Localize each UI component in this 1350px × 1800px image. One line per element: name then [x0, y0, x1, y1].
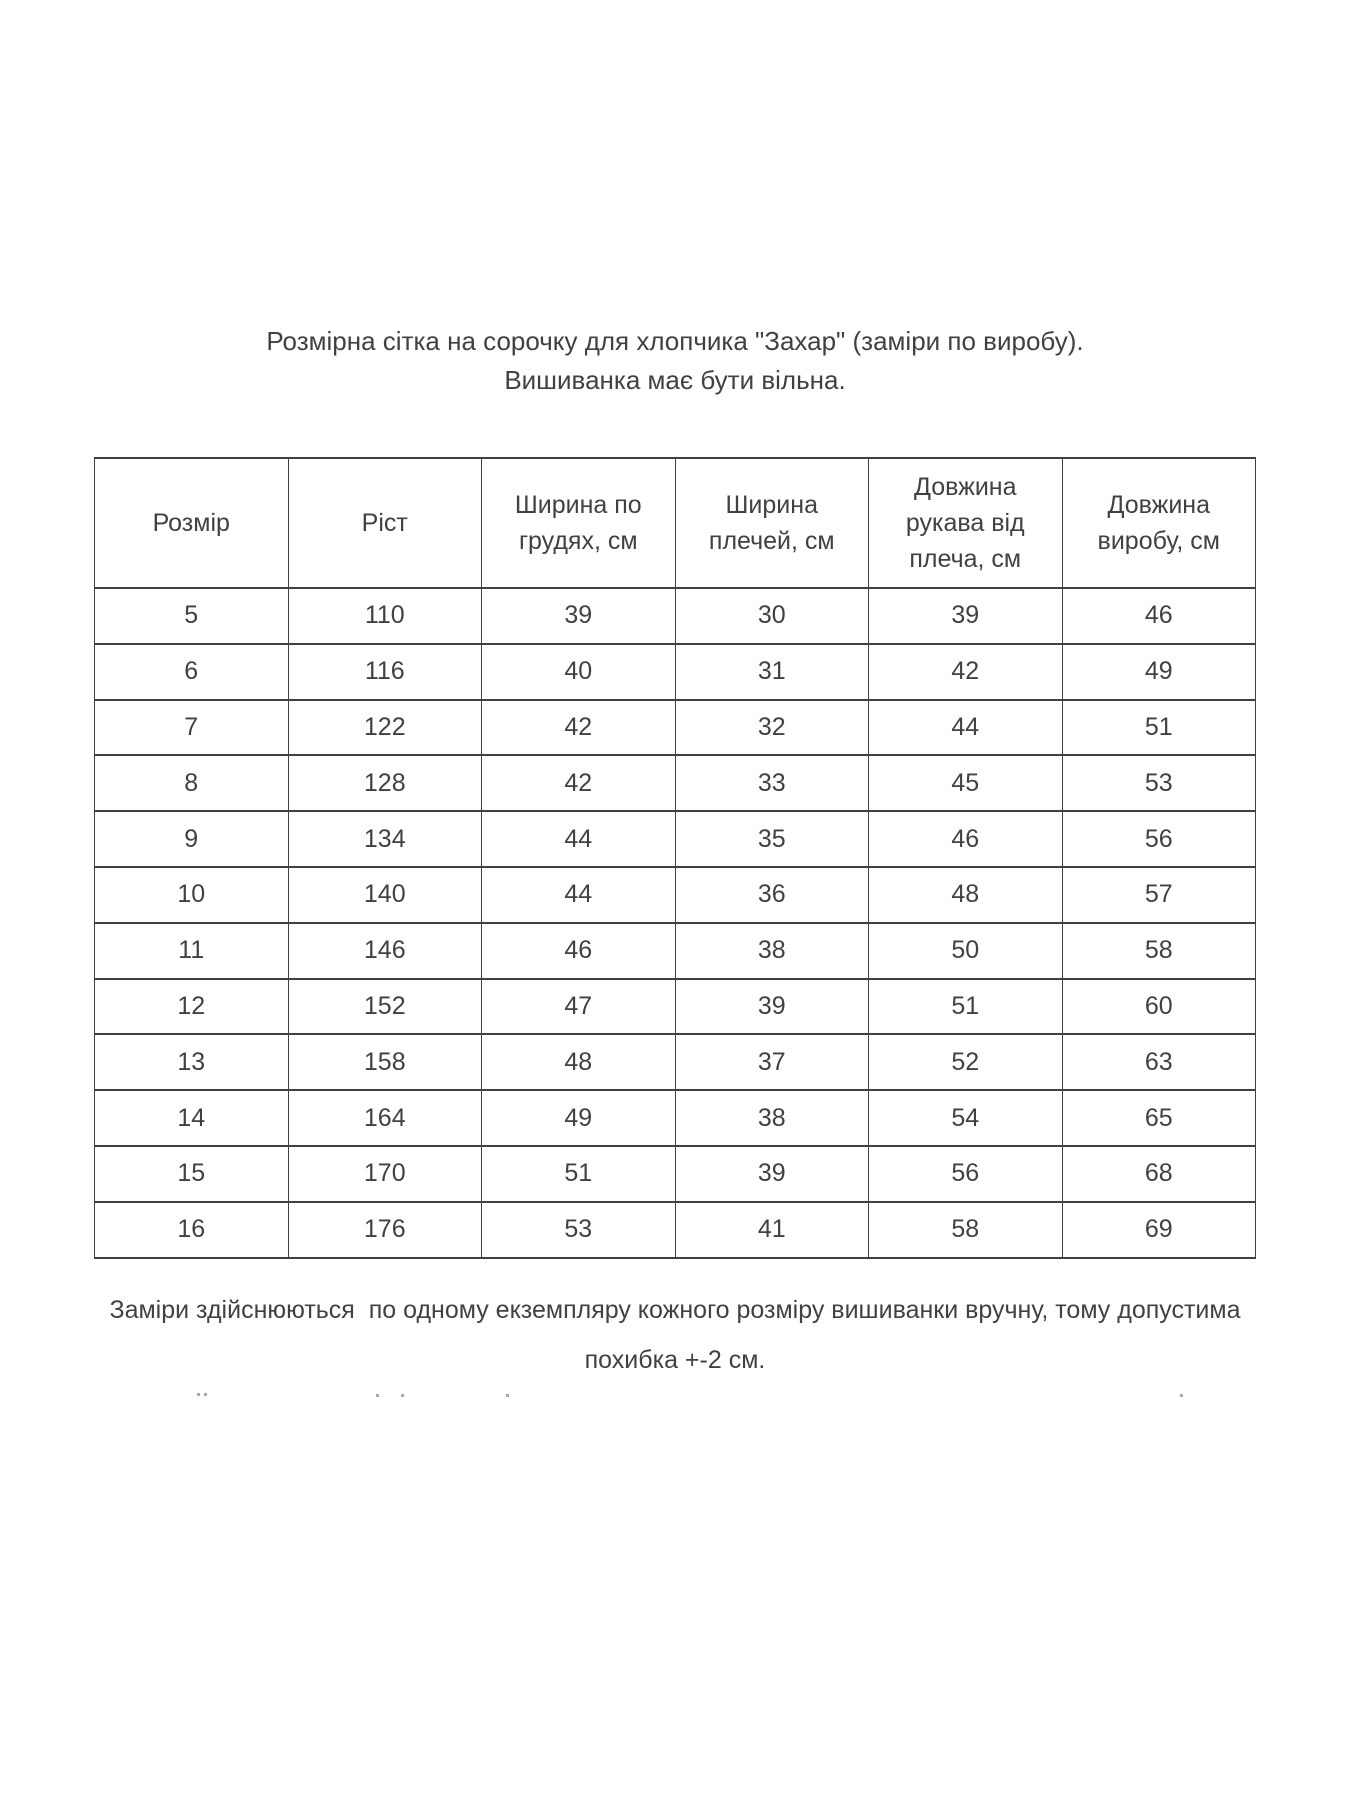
clipped-text-remnant: [376, 1394, 379, 1397]
table-cell: 7: [95, 700, 289, 756]
column-header-shoulder-width: Ширина плечей, см: [675, 458, 869, 588]
table-cell: 54: [869, 1090, 1063, 1146]
table-row: [95, 811, 1256, 867]
table-cell: 33: [675, 755, 869, 811]
table-cell: 35: [675, 811, 869, 867]
table-cell: 45: [869, 755, 1063, 811]
table-cell: 9: [95, 811, 289, 867]
table-cell: 8: [95, 755, 289, 811]
table-cell: 37: [675, 1034, 869, 1090]
table-cell: 140: [288, 867, 482, 923]
table-cell: 53: [1062, 755, 1256, 811]
column-header-chest-width: Ширина по грудях, см: [482, 458, 676, 588]
table-cell: 122: [288, 700, 482, 756]
table-cell: 49: [1062, 644, 1256, 700]
table-cell: 52: [869, 1034, 1063, 1090]
table-cell: 46: [1062, 588, 1256, 644]
table-cell: 48: [869, 867, 1063, 923]
measurement-note: [94, 1285, 1256, 1385]
table-cell: 12: [95, 979, 289, 1035]
title-line-1: Розмірна сітка на сорочку для хлопчика "Захар" (заміри по виробу).: [266, 326, 1084, 356]
table-cell: 58: [1062, 923, 1256, 979]
clipped-text-remnant: [506, 1394, 509, 1397]
table-cell: 39: [675, 1146, 869, 1202]
table-cell: 44: [482, 867, 676, 923]
table-cell: 42: [869, 644, 1063, 700]
table-cell: 134: [288, 811, 482, 867]
table-row: [95, 1034, 1256, 1090]
table-row: [95, 979, 1256, 1035]
table-cell: 58: [869, 1202, 1063, 1258]
size-table: [94, 457, 1256, 1259]
table-cell: 5: [95, 588, 289, 644]
table-cell: 69: [1062, 1202, 1256, 1258]
table-cell: 116: [288, 644, 482, 700]
table-cell: 6: [95, 644, 289, 700]
column-header-height: Ріст: [288, 458, 482, 588]
table-cell: 39: [869, 588, 1063, 644]
table-cell: 40: [482, 644, 676, 700]
table-row: [95, 755, 1256, 811]
clipped-text-remnant: [204, 1393, 207, 1396]
table-cell: 31: [675, 644, 869, 700]
table-cell: 51: [1062, 700, 1256, 756]
table-cell: 16: [95, 1202, 289, 1258]
table-cell: 110: [288, 588, 482, 644]
table-cell: 44: [869, 700, 1063, 756]
table-row: [95, 867, 1256, 923]
table-cell: 32: [675, 700, 869, 756]
size-table-body: [95, 588, 1256, 1258]
table-cell: 68: [1062, 1146, 1256, 1202]
table-cell: 56: [869, 1146, 1063, 1202]
table-cell: 50: [869, 923, 1063, 979]
table-cell: 51: [869, 979, 1063, 1035]
table-cell: 15: [95, 1146, 289, 1202]
table-row: [95, 923, 1256, 979]
table-cell: 41: [675, 1202, 869, 1258]
title-line-2: Вишиванка має бути вільна.: [504, 365, 846, 395]
table-cell: 146: [288, 923, 482, 979]
table-cell: 60: [1062, 979, 1256, 1035]
header-row: [95, 458, 1256, 588]
page-title: [94, 322, 1256, 400]
table-row: [95, 1202, 1256, 1258]
measurement-note-line-2: похибка +-2 см.: [584, 1346, 766, 1374]
table-cell: 63: [1062, 1034, 1256, 1090]
table-cell: 46: [869, 811, 1063, 867]
table-cell: 42: [482, 700, 676, 756]
table-cell: 49: [482, 1090, 676, 1146]
table-cell: 10: [95, 867, 289, 923]
table-cell: 46: [482, 923, 676, 979]
table-cell: 11: [95, 923, 289, 979]
table-cell: 42: [482, 755, 676, 811]
table-cell: 65: [1062, 1090, 1256, 1146]
table-cell: 170: [288, 1146, 482, 1202]
table-cell: 38: [675, 1090, 869, 1146]
column-header-sleeve-length: Довжина рукава від плеча, см: [869, 458, 1063, 588]
clipped-text-remnant: [1180, 1394, 1183, 1397]
table-row: [95, 588, 1256, 644]
table-cell: 30: [675, 588, 869, 644]
measurement-note-line-1: Заміри здійснюються по одному екземпляру кожного розміру вишиванки вручну, тому допустима: [109, 1296, 1241, 1324]
table-cell: 47: [482, 979, 676, 1035]
table-row: [95, 1090, 1256, 1146]
clipped-text-remnant: [197, 1393, 200, 1396]
table-row: [95, 700, 1256, 756]
table-cell: 14: [95, 1090, 289, 1146]
table-cell: 53: [482, 1202, 676, 1258]
table-cell: 57: [1062, 867, 1256, 923]
table-cell: 176: [288, 1202, 482, 1258]
table-cell: 51: [482, 1146, 676, 1202]
table-cell: 39: [482, 588, 676, 644]
table-cell: 44: [482, 811, 676, 867]
column-header-garment-length: Довжина виробу, см: [1062, 458, 1256, 588]
table-cell: 164: [288, 1090, 482, 1146]
table-cell: 36: [675, 867, 869, 923]
table-cell: 128: [288, 755, 482, 811]
table-row: [95, 644, 1256, 700]
column-header-size: Розмір: [95, 458, 289, 588]
table-cell: 56: [1062, 811, 1256, 867]
table-cell: 38: [675, 923, 869, 979]
table-cell: 158: [288, 1034, 482, 1090]
clipped-text-remnant: [401, 1394, 404, 1397]
table-cell: 152: [288, 979, 482, 1035]
table-row: [95, 1146, 1256, 1202]
size-table-header: [95, 458, 1256, 588]
table-cell: 48: [482, 1034, 676, 1090]
table-cell: 13: [95, 1034, 289, 1090]
table-cell: 39: [675, 979, 869, 1035]
